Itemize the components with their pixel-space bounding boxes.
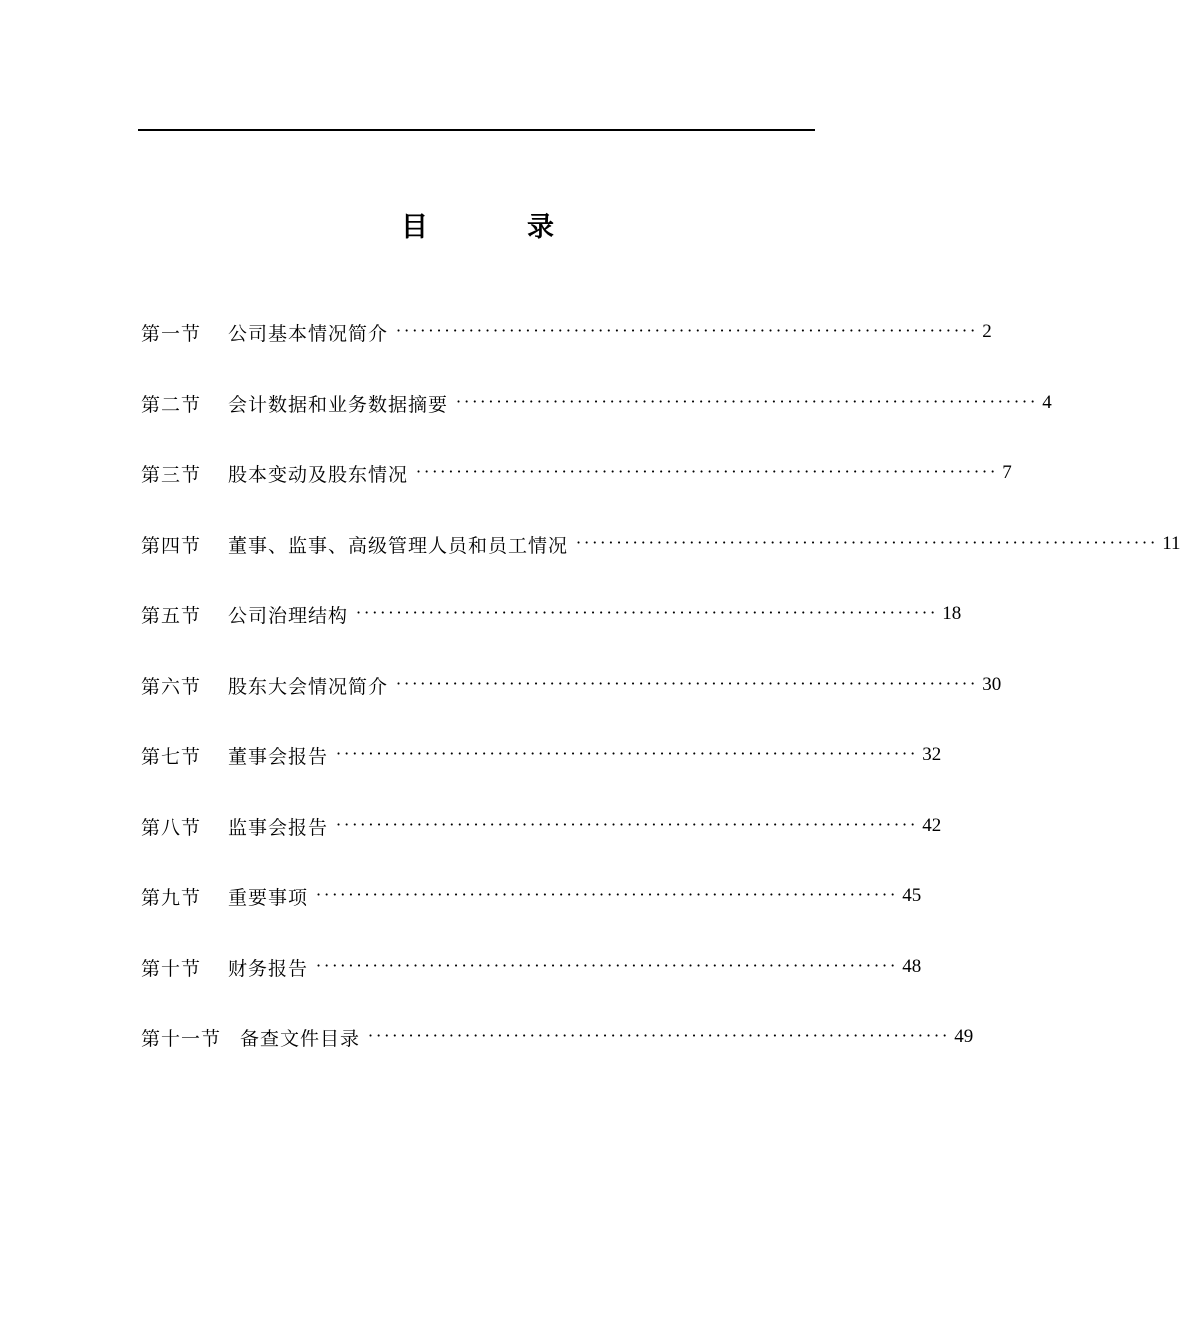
toc-entry-7[interactable] [141, 735, 942, 775]
toc-section-label: 第一节 [141, 322, 202, 345]
toc-section-label: 第八节 [141, 816, 202, 839]
toc-page-number: 7 [1002, 462, 1012, 483]
toc-title: 公司治理结构 [228, 604, 349, 627]
toc-title: 备查文件目录 [240, 1027, 361, 1050]
toc-page-number: 48 [902, 956, 922, 977]
toc-entry-8[interactable] [141, 806, 942, 846]
toc-section-label: 第五节 [141, 604, 202, 627]
toc-section-label: 第十节 [141, 957, 202, 980]
toc-leader-dots: ········································································ [336, 743, 919, 763]
toc-section-label: 第三节 [141, 463, 202, 486]
toc-leader-dots: ········································································ [316, 884, 899, 904]
toc-leader-dots: ········································································ [576, 532, 1159, 552]
toc-page-number: 42 [922, 815, 942, 836]
toc-title: 公司基本情况简介 [228, 322, 389, 345]
toc-page-number: 30 [982, 674, 1002, 695]
toc-title: 股本变动及股东情况 [228, 463, 409, 486]
toc-title: 监事会报告 [228, 816, 329, 839]
toc-page-number: 4 [1042, 392, 1052, 413]
toc-entry-2[interactable] [141, 383, 1052, 423]
toc-page-number: 49 [954, 1026, 974, 1047]
toc-leader-dots: ········································································ [336, 814, 919, 834]
toc-section-label: 第二节 [141, 393, 202, 416]
title-char-2: 录 [527, 212, 554, 243]
toc-leader-dots: ········································································ [368, 1025, 951, 1045]
toc-leader-dots: ········································································ [416, 461, 999, 481]
toc-title: 财务报告 [228, 957, 309, 980]
toc-section-label: 第七节 [141, 745, 202, 768]
toc-entry-4[interactable] [141, 524, 1181, 564]
toc-leader-dots: ········································································ [396, 673, 979, 693]
toc-leader-dots: ········································································ [396, 320, 979, 340]
toc-entry-10[interactable] [141, 947, 922, 987]
toc-page-number: 45 [902, 885, 922, 906]
toc-section-label: 第四节 [141, 534, 202, 557]
toc-page-number: 2 [982, 321, 992, 342]
toc-title: 会计数据和业务数据摘要 [228, 393, 449, 416]
page-title [0, 208, 950, 248]
toc-title: 重要事项 [228, 886, 309, 909]
toc-page-number: 11 [1162, 533, 1181, 554]
toc-entry-11[interactable] [141, 1017, 974, 1057]
toc-entry-5[interactable] [141, 594, 962, 634]
toc-section-label: 第九节 [141, 886, 202, 909]
toc-section-label: 第六节 [141, 675, 202, 698]
toc-page-number: 32 [922, 744, 942, 765]
title-char-1: 目 [401, 212, 428, 243]
toc-entry-6[interactable] [141, 665, 1002, 705]
toc-leader-dots: ········································································ [356, 602, 939, 622]
toc-entry-9[interactable] [141, 876, 922, 916]
toc-entry-3[interactable] [141, 453, 1012, 493]
toc-title: 董事会报告 [228, 745, 329, 768]
toc-leader-dots: ········································································ [316, 955, 899, 975]
toc-title: 股东大会情况简介 [228, 675, 389, 698]
toc-title: 董事、监事、高级管理人员和员工情况 [228, 534, 569, 557]
toc-section-label: 第十一节 [141, 1027, 222, 1050]
toc-page-number: 18 [942, 603, 962, 624]
toc-leader-dots: ········································································ [456, 391, 1039, 411]
header-rule [138, 129, 815, 131]
toc-entry-1[interactable] [141, 312, 992, 352]
